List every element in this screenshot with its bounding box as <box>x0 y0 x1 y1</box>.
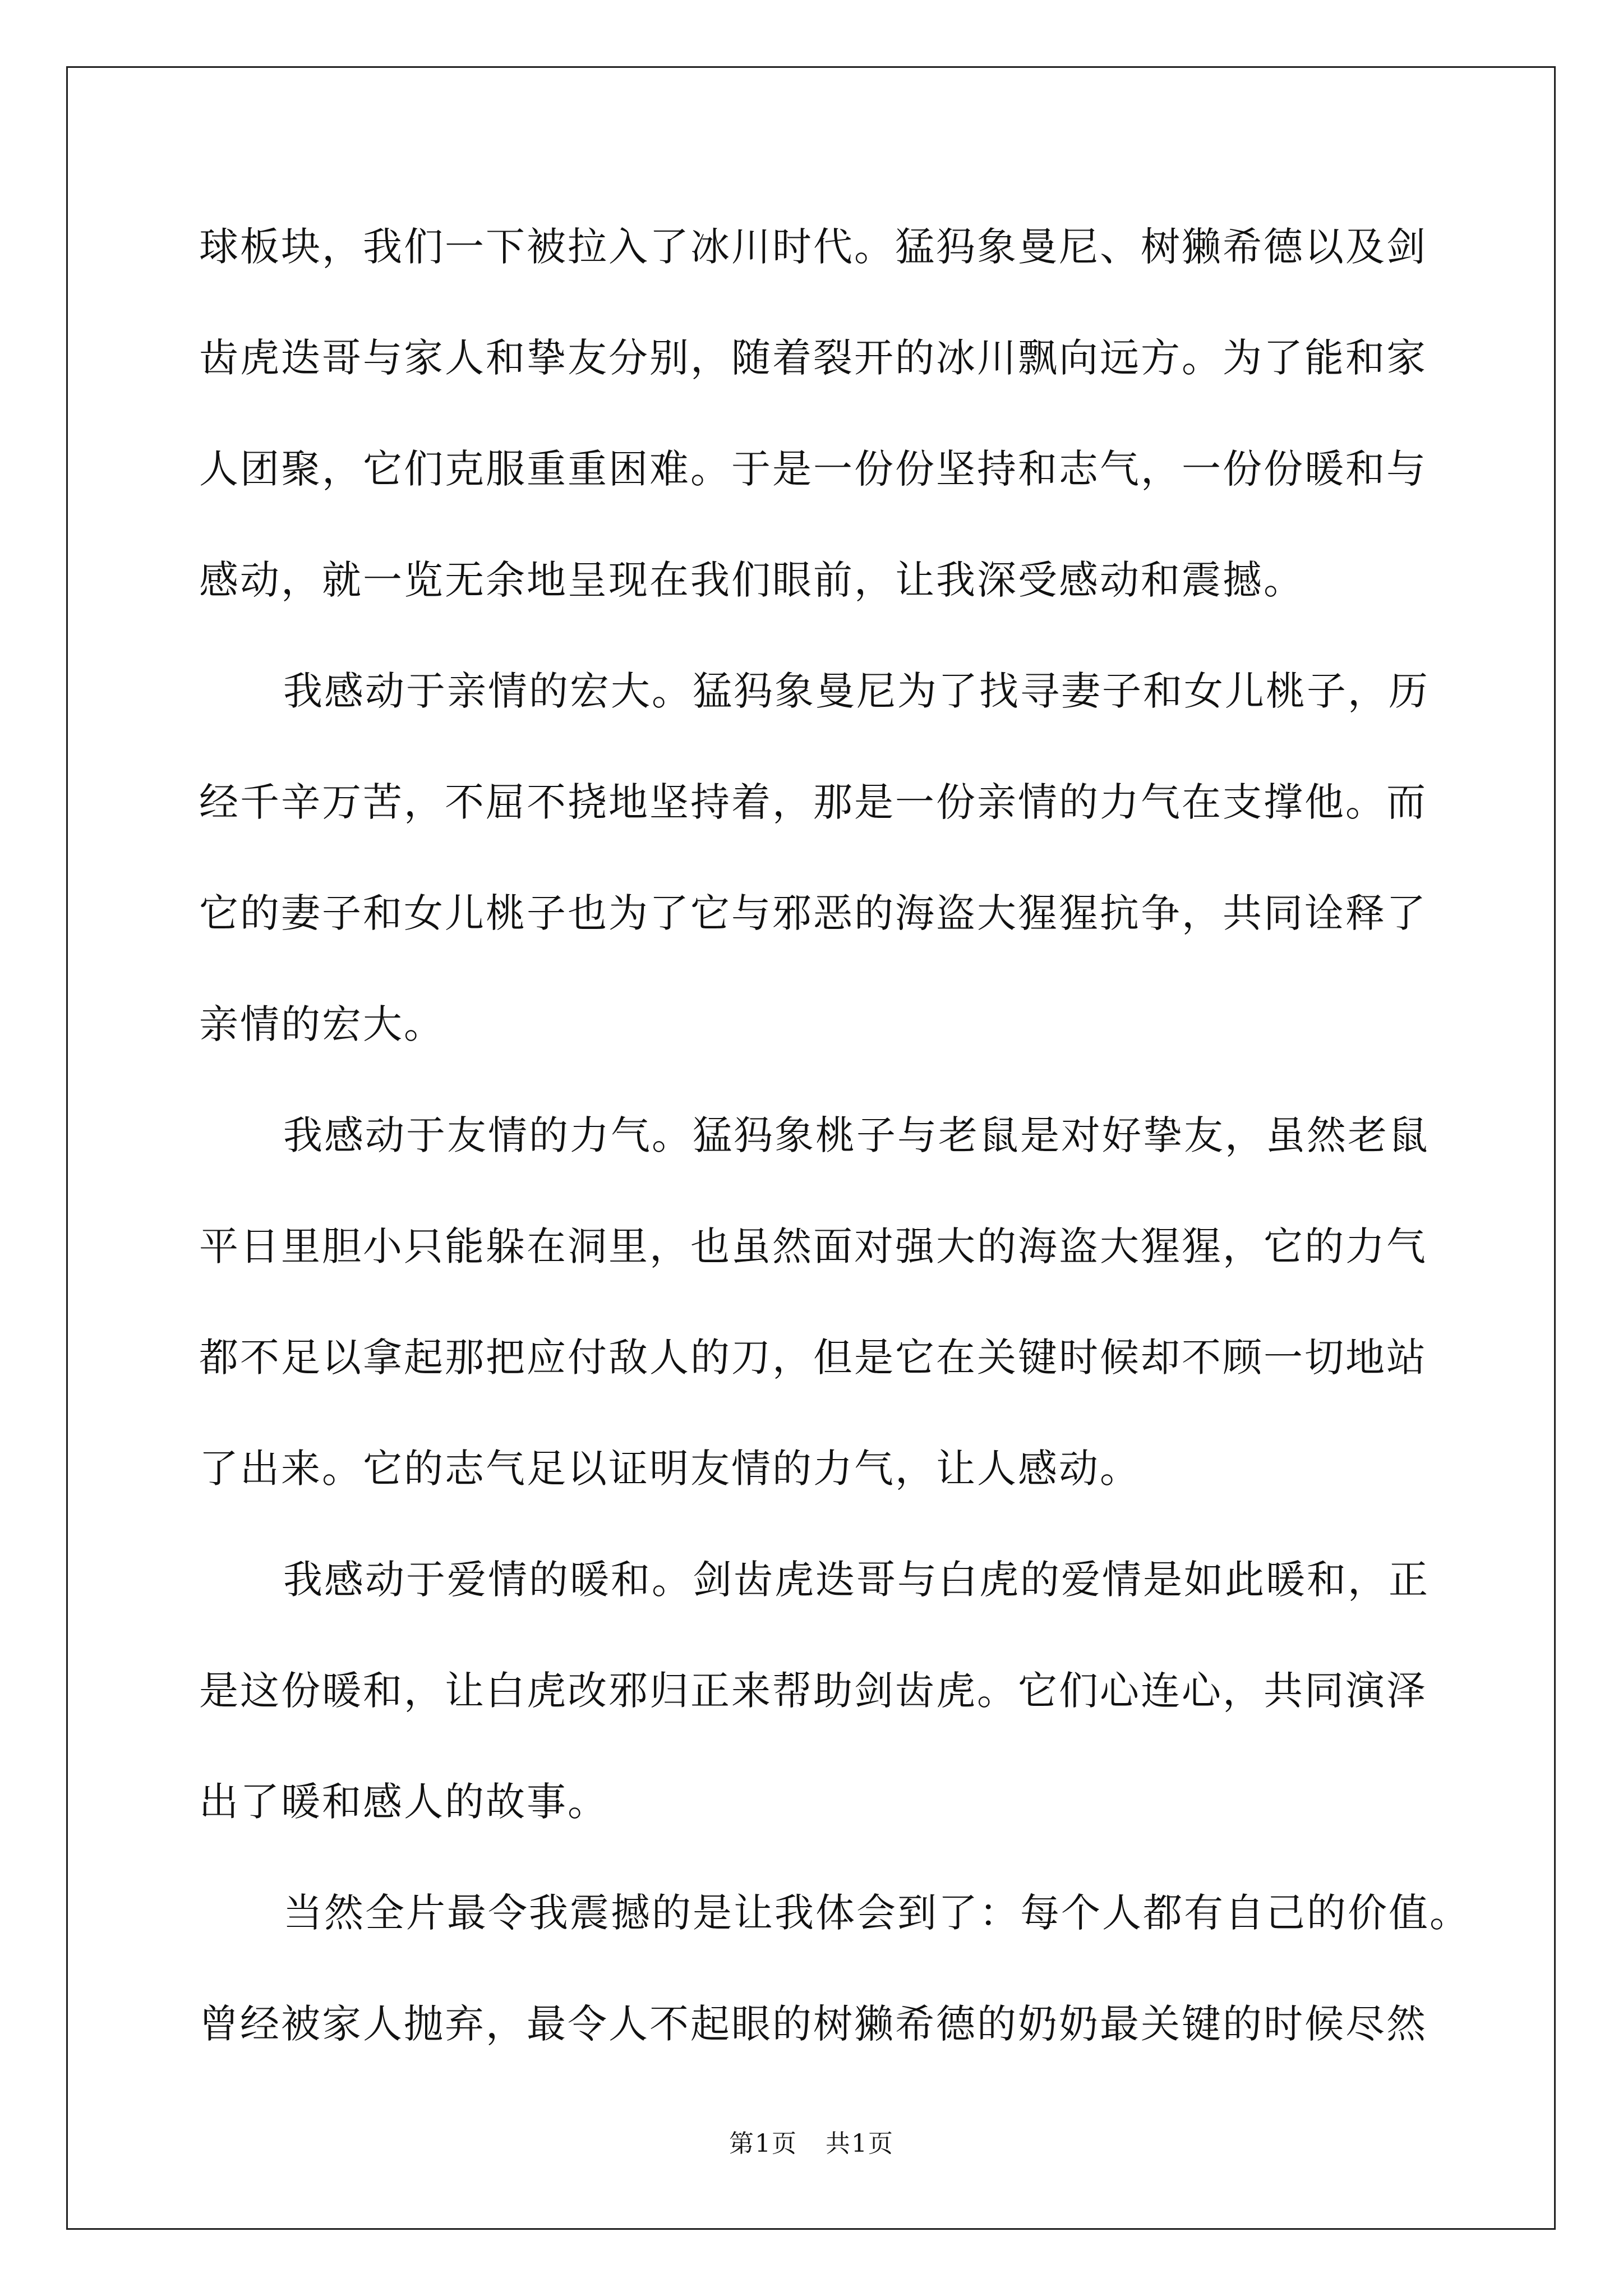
paragraph-start-line: 我感动于友情的力气。猛犸象桃子与老鼠是对好挚友，虽然老鼠 <box>283 1112 1430 1158</box>
paragraph-start-line: 我感动于亲情的宏大。猛犸象曼尼为了找寻妻子和女儿桃子，历 <box>283 668 1430 714</box>
paragraph-start-line: 当然全片最令我震撼的是让我体会到了：每个人都有自己的价值。 <box>283 1890 1470 1936</box>
text-line: 曾经被家人抛弃，最令人不起眼的树獭希德的奶奶最关键的时候尽然 <box>199 2001 1427 2047</box>
text-line: 平日里胆小只能躲在洞里，也虽然面对强大的海盗大猩猩，它的力气 <box>199 1223 1427 1269</box>
text-line: 出了暖和感人的故事。 <box>199 1779 608 1825</box>
page-number: 第1页 <box>729 2129 797 2158</box>
page-total: 共1页 <box>826 2129 894 2158</box>
paragraph-start-line: 我感动于爱情的暖和。剑齿虎迭哥与白虎的爱情是如此暖和，正 <box>283 1557 1430 1603</box>
document-body <box>199 213 1470 2101</box>
text-line: 人团聚，它们克服重重困难。于是一份份坚持和志气，一份份暖和与 <box>199 446 1427 492</box>
page-footer <box>0 2123 1623 2159</box>
text-line: 球板块，我们一下被拉入了冰川时代。猛犸象曼尼、树獭希德以及剑 <box>199 224 1427 270</box>
text-line: 都不足以拿起那把应付敌人的刀，但是它在关键时候却不顾一切地站 <box>199 1335 1427 1381</box>
text-line: 它的妻子和女儿桃子也为了它与邪恶的海盗大猩猩抗争，共同诠释了 <box>199 890 1427 936</box>
text-line: 齿虎迭哥与家人和挚友分别，随着裂开的冰川飘向远方。为了能和家 <box>199 335 1427 381</box>
text-line: 了出来。它的志气足以证明友情的力气，让人感动。 <box>199 1446 1141 1492</box>
text-line: 是这份暖和，让白虎改邪归正来帮助剑齿虎。它们心连心，共同演泽 <box>199 1668 1427 1714</box>
text-line: 感动，就一览无余地呈现在我们眼前，让我深受感动和震撼。 <box>199 557 1304 603</box>
text-line: 亲情的宏大。 <box>199 1001 445 1047</box>
text-line: 经千辛万苦，不屈不挠地坚持着，那是一份亲情的力气在支撑他。而 <box>199 779 1427 825</box>
